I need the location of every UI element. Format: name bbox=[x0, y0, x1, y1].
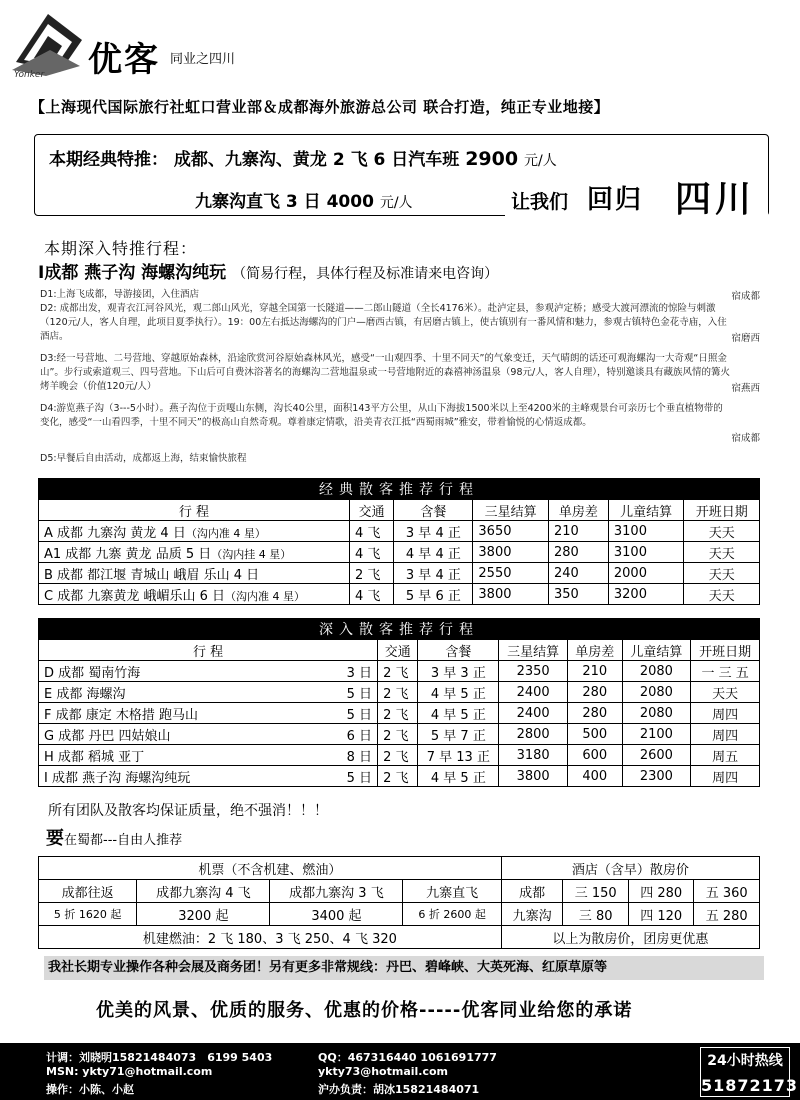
classic-tours-table bbox=[38, 478, 760, 605]
col-header-single: 单房差 bbox=[568, 640, 623, 661]
route-cell: C 成都 九寨黄龙 峨嵋乐山 6 日（沟内准 4 星） bbox=[39, 584, 350, 605]
recommend-line bbox=[46, 824, 182, 850]
ops-contact: 操作：小陈、小赵 bbox=[46, 1083, 134, 1096]
quality-guarantee: 所有团队及散客均保证质量，绝不强消！！！ bbox=[48, 803, 328, 819]
promo-unit-2: 元/人 bbox=[379, 195, 413, 211]
meals-cell: 5 早 6 正 bbox=[394, 584, 473, 605]
hotel-price: 五 280 bbox=[694, 903, 760, 926]
ticket-name: 九寨直飞 bbox=[403, 880, 501, 903]
single-cell: 600 bbox=[568, 745, 623, 766]
deep-tour-name bbox=[38, 258, 498, 283]
single-cell: 280 bbox=[548, 542, 608, 563]
itinerary-day-4: D4:游览燕子沟（3---5小时）。燕子沟位于贡嘎山东侧，沟长40公里，面积143平方公里，从山下海拔1500米以上至4200米的主峰观景台可亲历七个垂直植物带的变化，感受“一山看四季，十里不同天”的极高山自然奇观。尊着康定情歌，沿美青衣江抵“西蜀雨城”雅安，带着愉悦的心情返成都。 bbox=[40, 403, 723, 428]
promo-box bbox=[34, 134, 769, 220]
itinerary-hotel-4: 宿成都 bbox=[731, 433, 760, 444]
child-cell: 2080 bbox=[622, 661, 691, 682]
hotel-price: 四 120 bbox=[628, 903, 693, 926]
itinerary-day-5: D5:早餐后自由活动，成都返上海，结束愉快旅程 bbox=[40, 453, 247, 464]
ticket-price: 6 折 2600 起 bbox=[403, 903, 501, 926]
deep-table-title: 深入散客推荐行程 bbox=[39, 619, 760, 640]
star3-cell: 3180 bbox=[499, 745, 568, 766]
hotel-price: 三 80 bbox=[563, 903, 628, 926]
deep-tours-table bbox=[38, 618, 760, 787]
days-cell: 3 日 bbox=[317, 661, 378, 682]
route-cell: A 成都 九寨沟 黄龙 4 日（沟内准 4 星） bbox=[39, 521, 350, 542]
itinerary-day-1: D1:上海飞成都，导游接团，入住酒店 bbox=[40, 289, 200, 300]
itinerary-hotel-2: 宿磨西 bbox=[731, 333, 760, 344]
table-row bbox=[39, 724, 760, 745]
deep-tour-note: （简易行程，具体行程及标准请来电咨询） bbox=[232, 266, 499, 282]
meals-cell: 3 早 4 正 bbox=[394, 521, 473, 542]
col-header-child: 儿童结算 bbox=[608, 500, 684, 521]
transport-cell: 4 飞 bbox=[350, 584, 394, 605]
route-cell: E 成都 海螺沟 bbox=[39, 682, 317, 703]
msn-contact: MSN: ykty71@hotmail.com bbox=[46, 1065, 213, 1078]
hotel-city: 成都 bbox=[501, 880, 563, 903]
hotel-city: 九寨沟 bbox=[501, 903, 563, 926]
single-cell: 400 bbox=[568, 766, 623, 787]
fuel-note: 机建燃油：2 飞 180、3 飞 250、4 飞 320 bbox=[39, 926, 502, 949]
star3-cell: 3800 bbox=[473, 542, 549, 563]
ticket-price: 3400 起 bbox=[270, 903, 403, 926]
deep-tour-route: Ⅰ成都 燕子沟 海螺沟纯玩 bbox=[38, 263, 227, 283]
route-cell: H 成都 稻城 亚丁 bbox=[39, 745, 317, 766]
cta-text-3: 四川 bbox=[675, 179, 756, 220]
col-header-star3: 三星结算 bbox=[499, 640, 568, 661]
special-lines-banner: 我社长期专业操作各种会展及商务团！另有更多非常规线：丹巴、碧峰峡、大英死海、红原草原等 bbox=[44, 956, 764, 980]
star3-cell: 3800 bbox=[473, 584, 549, 605]
table-row bbox=[39, 563, 760, 584]
brand-name: 优客 bbox=[88, 40, 160, 80]
ticket-header: 机票（不含机建、燃油） bbox=[39, 857, 502, 880]
shanghai-office-contact: 沪办负责：胡冰15821484071 bbox=[318, 1083, 480, 1096]
star3-cell: 2800 bbox=[499, 724, 568, 745]
schedule-cell: 周四 bbox=[691, 724, 760, 745]
meals-cell: 4 早 5 正 bbox=[418, 703, 499, 724]
hotel-price: 五 360 bbox=[694, 880, 760, 903]
recommend-big: 要 bbox=[46, 828, 64, 849]
promo-label: 本期经典特推： bbox=[49, 150, 168, 170]
table-row bbox=[39, 745, 760, 766]
col-header-schedule: 开班日期 bbox=[684, 500, 760, 521]
star3-cell: 2400 bbox=[499, 703, 568, 724]
hotline-number: 51872173 bbox=[701, 1076, 799, 1095]
brand-slogan: 同业之四川 bbox=[170, 52, 236, 67]
single-cell: 210 bbox=[548, 521, 608, 542]
schedule-cell: 周四 bbox=[691, 766, 760, 787]
meals-cell: 4 早 5 正 bbox=[418, 682, 499, 703]
cta-text-1: 让我们 bbox=[511, 191, 569, 213]
table-row bbox=[39, 584, 760, 605]
ticket-name: 成都九寨沟 4 飞 bbox=[137, 880, 270, 903]
promo-line-1 bbox=[49, 145, 557, 170]
hotel-price: 三 150 bbox=[563, 880, 628, 903]
col-header-meals: 含餐 bbox=[418, 640, 499, 661]
table-row bbox=[39, 542, 760, 563]
single-cell: 240 bbox=[548, 563, 608, 584]
schedule-cell: 周五 bbox=[691, 745, 760, 766]
transport-cell: 2 飞 bbox=[378, 724, 418, 745]
schedule-cell: 天天 bbox=[684, 584, 760, 605]
days-cell: 5 日 bbox=[317, 682, 378, 703]
col-header-transport: 交通 bbox=[378, 640, 418, 661]
promo-route-1: 成都、九寨沟、黄龙 2 飞 6 日汽车班 bbox=[173, 150, 460, 170]
promo-price-2: 4000 bbox=[326, 192, 374, 212]
table-row bbox=[39, 521, 760, 542]
email-contact: ykty73@hotmail.com bbox=[318, 1065, 449, 1078]
transport-cell: 2 飞 bbox=[378, 745, 418, 766]
single-cell: 280 bbox=[568, 703, 623, 724]
transport-cell: 4 飞 bbox=[350, 521, 394, 542]
star3-cell: 2550 bbox=[473, 563, 549, 584]
hotel-header: 酒店（含早）散房价 bbox=[501, 857, 759, 880]
star3-cell: 2400 bbox=[499, 682, 568, 703]
fare-table bbox=[38, 856, 760, 949]
schedule-cell: 天天 bbox=[691, 682, 760, 703]
child-cell: 2080 bbox=[622, 682, 691, 703]
child-cell: 2000 bbox=[608, 563, 684, 584]
meals-cell: 4 早 5 正 bbox=[418, 766, 499, 787]
transport-cell: 2 飞 bbox=[378, 766, 418, 787]
itinerary-hotel-3: 宿燕西 bbox=[731, 383, 760, 394]
child-cell: 2300 bbox=[622, 766, 691, 787]
ticket-name: 成都九寨沟 3 飞 bbox=[270, 880, 403, 903]
star3-cell: 3650 bbox=[473, 521, 549, 542]
child-cell: 2080 bbox=[622, 703, 691, 724]
deep-section-title: 本期深入特推行程： bbox=[44, 239, 198, 258]
cta-text-2: 回归 bbox=[587, 185, 644, 215]
schedule-cell: 周四 bbox=[691, 703, 760, 724]
child-cell: 3100 bbox=[608, 542, 684, 563]
single-cell: 210 bbox=[568, 661, 623, 682]
planner-contact: 计调：刘晓明15821484073 6199 5403 bbox=[46, 1051, 273, 1064]
transport-cell: 2 飞 bbox=[378, 703, 418, 724]
transport-cell: 2 飞 bbox=[378, 682, 418, 703]
hotline-label: 24小时热线 bbox=[707, 1053, 783, 1069]
hotel-price: 四 280 bbox=[628, 880, 693, 903]
transport-cell: 2 飞 bbox=[378, 661, 418, 682]
col-header-transport: 交通 bbox=[350, 500, 394, 521]
route-cell: D 成都 蜀南竹海 bbox=[39, 661, 317, 682]
single-cell: 280 bbox=[568, 682, 623, 703]
col-header-route: 行 程 bbox=[39, 500, 350, 521]
schedule-cell: 一 三 五 bbox=[691, 661, 760, 682]
days-cell: 6 日 bbox=[317, 724, 378, 745]
col-header-child: 儿童结算 bbox=[622, 640, 691, 661]
col-header-star3: 三星结算 bbox=[473, 500, 549, 521]
col-header-single: 单房差 bbox=[548, 500, 608, 521]
route-cell: B 成都 都江堰 青城山 峨眉 乐山 4 日 bbox=[39, 563, 350, 584]
route-cell: I 成都 燕子沟 海螺沟纯玩 bbox=[39, 766, 317, 787]
promo-line-2 bbox=[195, 187, 413, 212]
itinerary-day-2: D2: 成都出发，观青衣江河谷风光，观二郎山风光，穿越全国第一长隧道——二郎山隧道（全长4176米）。赴泸定县，参观泸定桥；感受大渡河漂流的惊险与刺激（120元/人，客人自理，此项目夏季执行）。19：00左右抵达海螺沟的门户—磨西古镇，有居磨古镇上，使古镇别有一番风情和魅力，参观古镇特色金花寺庙，入住酒店。 bbox=[40, 303, 727, 342]
star3-cell: 3800 bbox=[499, 766, 568, 787]
meals-cell: 5 早 7 正 bbox=[418, 724, 499, 745]
meals-cell: 3 早 4 正 bbox=[394, 563, 473, 584]
schedule-cell: 天天 bbox=[684, 542, 760, 563]
col-header-schedule: 开班日期 bbox=[691, 640, 760, 661]
itinerary-hotel-1: 宿成都 bbox=[731, 291, 760, 302]
hotel-note: 以上为散房价，团房更优惠 bbox=[501, 926, 759, 949]
transport-cell: 2 飞 bbox=[350, 563, 394, 584]
child-cell: 3200 bbox=[608, 584, 684, 605]
brand-header bbox=[10, 10, 310, 85]
child-cell: 2600 bbox=[622, 745, 691, 766]
ticket-price: 5 折 1620 起 bbox=[39, 903, 137, 926]
contact-footer bbox=[0, 1043, 800, 1100]
classic-table-title: 经典散客推荐行程 bbox=[39, 479, 760, 500]
ticket-price: 3200 起 bbox=[137, 903, 270, 926]
promo-route-2: 九寨沟直飞 3 日 bbox=[195, 192, 321, 212]
hotline-box bbox=[700, 1047, 799, 1097]
recommend-text: 在蜀都---自由人推荐 bbox=[64, 833, 183, 848]
itinerary-day-3: D3:经一号营地、二号营地、穿越原始森林，沿途欣赏河谷原始森林风光，感受“一山观四季、十里不同天”的气象变迁，天气晴朗的话还可观海螺沟一大奇观“日照金山”。步行或索道观三、四号营地。下山后可自费沐浴著名的海螺沟二营地温泉或一号营地附近的森禧神汤温泉（98元/人，客人自理），特别邀谈具有藏族风情的篝火烤羊晚会（价值120元/人） bbox=[40, 353, 730, 392]
child-cell: 3100 bbox=[608, 521, 684, 542]
star3-cell: 2350 bbox=[499, 661, 568, 682]
table-row bbox=[39, 703, 760, 724]
days-cell: 5 日 bbox=[317, 703, 378, 724]
col-header-meals: 含餐 bbox=[394, 500, 473, 521]
route-cell: F 成都 康定 木格措 跑马山 bbox=[39, 703, 317, 724]
meals-cell: 7 早 13 正 bbox=[418, 745, 499, 766]
qq-contact: QQ：467316440 1061691777 bbox=[318, 1051, 497, 1064]
table-row bbox=[39, 766, 760, 787]
route-cell: A1 成都 九寨 黄龙 品质 5 日（沟内挂 4 星） bbox=[39, 542, 350, 563]
meals-cell: 4 早 4 正 bbox=[394, 542, 473, 563]
single-cell: 350 bbox=[548, 584, 608, 605]
meals-cell: 3 早 3 正 bbox=[418, 661, 499, 682]
single-cell: 500 bbox=[568, 724, 623, 745]
transport-cell: 4 飞 bbox=[350, 542, 394, 563]
brand-small-text: Yonker bbox=[14, 70, 45, 80]
schedule-cell: 天天 bbox=[684, 521, 760, 542]
table-row bbox=[39, 661, 760, 682]
promo-unit-1: 元/人 bbox=[524, 153, 557, 169]
promise-line: 优美的风景、优质的服务、优惠的价格-----优客同业给您的承诺 bbox=[96, 1000, 633, 1021]
promo-price-1: 2900 bbox=[465, 148, 519, 170]
days-cell: 8 日 bbox=[317, 745, 378, 766]
route-cell: G 成都 丹巴 四姑娘山 bbox=[39, 724, 317, 745]
col-header-route: 行 程 bbox=[39, 640, 378, 661]
ticket-name: 成都往返 bbox=[39, 880, 137, 903]
schedule-cell: 天天 bbox=[684, 563, 760, 584]
child-cell: 2100 bbox=[622, 724, 691, 745]
days-cell: 5 日 bbox=[317, 766, 378, 787]
table-row bbox=[39, 682, 760, 703]
agency-line: 【上海现代国际旅行社虹口营业部＆成都海外旅游总公司 联合打造，纯正专业地接】 bbox=[30, 98, 610, 116]
